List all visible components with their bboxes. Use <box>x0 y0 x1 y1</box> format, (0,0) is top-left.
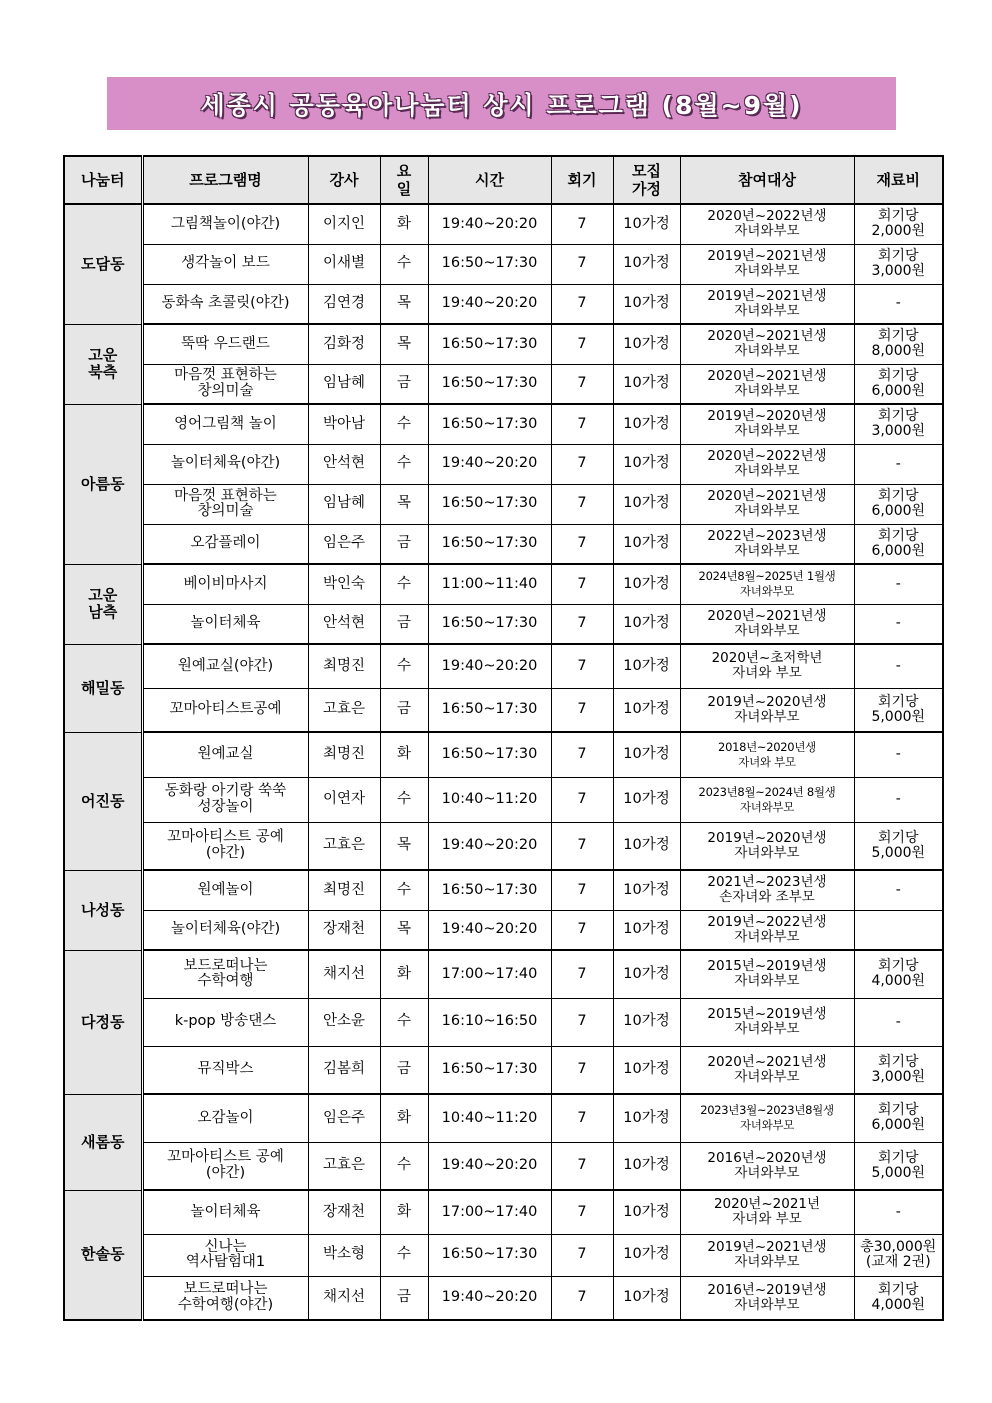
time: 10:40~11:20 <box>428 777 551 822</box>
fee: - <box>854 644 943 688</box>
day: 목 <box>380 910 428 950</box>
table-row <box>64 284 943 324</box>
families: 10가정 <box>613 688 680 732</box>
center-name: 다정동 <box>64 950 142 1094</box>
teacher-name: 안소윤 <box>308 998 380 1046</box>
teacher-name: 안석현 <box>308 604 380 644</box>
day: 수 <box>380 644 428 688</box>
time: 17:00~17:40 <box>428 1190 551 1234</box>
time: 19:40~20:20 <box>428 1276 551 1320</box>
center-name: 아름동 <box>64 404 142 564</box>
families: 10가정 <box>613 1234 680 1276</box>
day: 수 <box>380 777 428 822</box>
families: 10가정 <box>613 644 680 688</box>
header-teacher: 강사 <box>308 156 380 204</box>
table-row <box>64 910 943 950</box>
sessions: 7 <box>551 404 613 444</box>
teacher-name: 임은주 <box>308 524 380 564</box>
day: 목 <box>380 284 428 324</box>
fee: 회기당 4,000원 <box>854 950 943 998</box>
families: 10가정 <box>613 870 680 910</box>
program-name: 오감플레이 <box>142 524 308 564</box>
program-name: 동화랑 아기랑 쑥쑥 성장놀이 <box>142 777 308 822</box>
time: 19:40~20:20 <box>428 284 551 324</box>
target: 2020년~초저학년 자녀와 부모 <box>680 644 854 688</box>
time: 19:40~20:20 <box>428 910 551 950</box>
fee: 회기당 3,000원 <box>854 244 943 284</box>
time: 11:00~11:40 <box>428 564 551 604</box>
time: 17:00~17:40 <box>428 950 551 998</box>
target: 2016년~2019년생 자녀와부모 <box>680 1276 854 1320</box>
sessions: 7 <box>551 998 613 1046</box>
sessions: 7 <box>551 604 613 644</box>
sessions: 7 <box>551 244 613 284</box>
sessions: 7 <box>551 644 613 688</box>
day: 화 <box>380 204 428 244</box>
sessions: 7 <box>551 1234 613 1276</box>
program-name: 원예교실(야간) <box>142 644 308 688</box>
families: 10가정 <box>613 1276 680 1320</box>
target: 2019년~2020년생 자녀와부모 <box>680 688 854 732</box>
fee: 회기당 8,000원 <box>854 324 943 364</box>
fee: - <box>854 870 943 910</box>
teacher-name: 김화정 <box>308 324 380 364</box>
teacher-name: 김봄희 <box>308 1046 380 1094</box>
fee: 회기당 6,000원 <box>854 1094 943 1142</box>
target: 2023년3월~2023년8월생 자녀와부모 <box>680 1094 854 1142</box>
sessions: 7 <box>551 1276 613 1320</box>
fee: - <box>854 564 943 604</box>
sessions: 7 <box>551 284 613 324</box>
target: 2020년~2021년생 자녀와부모 <box>680 364 854 404</box>
target: 2020년~2021년생 자녀와부모 <box>680 484 854 524</box>
families: 10가정 <box>613 777 680 822</box>
program-name: 신나는 역사탐험대1 <box>142 1234 308 1276</box>
families: 10가정 <box>613 204 680 244</box>
target: 2019년~2021년생 자녀와부모 <box>680 1234 854 1276</box>
day: 수 <box>380 998 428 1046</box>
program-name: 놀이터체육(야간) <box>142 444 308 484</box>
families: 10가정 <box>613 444 680 484</box>
table-header-row <box>64 156 943 204</box>
table-row <box>64 1142 943 1190</box>
teacher-name: 최명진 <box>308 870 380 910</box>
families: 10가정 <box>613 910 680 950</box>
time: 16:10~16:50 <box>428 998 551 1046</box>
time: 16:50~17:30 <box>428 364 551 404</box>
day: 목 <box>380 822 428 870</box>
table-row <box>64 324 943 364</box>
day: 금 <box>380 364 428 404</box>
teacher-name: 안석현 <box>308 444 380 484</box>
sessions: 7 <box>551 204 613 244</box>
center-name: 고운 남측 <box>64 564 142 644</box>
fee: 회기당 3,000원 <box>854 404 943 444</box>
teacher-name: 고효은 <box>308 1142 380 1190</box>
table-row <box>64 524 943 564</box>
table-row <box>64 604 943 644</box>
sessions: 7 <box>551 777 613 822</box>
day: 화 <box>380 950 428 998</box>
program-name: 놀이터체육(야간) <box>142 910 308 950</box>
teacher-name: 임남혜 <box>308 364 380 404</box>
table-row <box>64 732 943 777</box>
families: 10가정 <box>613 324 680 364</box>
program-name: 원예교실 <box>142 732 308 777</box>
sessions: 7 <box>551 524 613 564</box>
target: 2020년~2022년생 자녀와부모 <box>680 204 854 244</box>
fee: 회기당 4,000원 <box>854 1276 943 1320</box>
day: 수 <box>380 404 428 444</box>
families: 10가정 <box>613 404 680 444</box>
program-name: 마음껏 표현하는 창의미술 <box>142 364 308 404</box>
center-name: 어진동 <box>64 732 142 870</box>
time: 10:40~11:20 <box>428 1094 551 1142</box>
table-row <box>64 822 943 870</box>
time: 16:50~17:30 <box>428 604 551 644</box>
fee: 회기당 2,000원 <box>854 204 943 244</box>
table-row <box>64 870 943 910</box>
fee: - <box>854 444 943 484</box>
target: 2020년~2021년 자녀와 부모 <box>680 1190 854 1234</box>
fee: 회기당 6,000원 <box>854 524 943 564</box>
program-name: 원예놀이 <box>142 870 308 910</box>
center-name: 도담동 <box>64 204 142 324</box>
table-body <box>64 204 943 1320</box>
sessions: 7 <box>551 870 613 910</box>
center-name: 새롬동 <box>64 1094 142 1190</box>
target: 2020년~2021년생 자녀와부모 <box>680 1046 854 1094</box>
families: 10가정 <box>613 284 680 324</box>
fee: - <box>854 732 943 777</box>
program-name: 꼬마아티스트 공예 (야간) <box>142 822 308 870</box>
teacher-name: 채지선 <box>308 1276 380 1320</box>
time: 19:40~20:20 <box>428 644 551 688</box>
time: 19:40~20:20 <box>428 822 551 870</box>
program-name: 보드로떠나는 수학여행(야간) <box>142 1276 308 1320</box>
fee <box>854 910 943 950</box>
teacher-name: 고효은 <box>308 822 380 870</box>
families: 10가정 <box>613 484 680 524</box>
fee: 회기당 5,000원 <box>854 1142 943 1190</box>
families: 10가정 <box>613 604 680 644</box>
time: 16:50~17:30 <box>428 688 551 732</box>
table-row <box>64 777 943 822</box>
day: 금 <box>380 604 428 644</box>
teacher-name: 임은주 <box>308 1094 380 1142</box>
sessions: 7 <box>551 732 613 777</box>
day: 화 <box>380 732 428 777</box>
sessions: 7 <box>551 1142 613 1190</box>
header-sessions: 회기 <box>551 156 613 204</box>
table-row <box>64 244 943 284</box>
time: 16:50~17:30 <box>428 484 551 524</box>
page-title: 세종시 공동육아나눔터 상시 프로그램 (8월~9월) <box>200 90 803 120</box>
day: 금 <box>380 688 428 732</box>
fee: - <box>854 1190 943 1234</box>
program-name: 보드로떠나는 수학여행 <box>142 950 308 998</box>
target: 2022년~2023년생 자녀와부모 <box>680 524 854 564</box>
sessions: 7 <box>551 1190 613 1234</box>
program-name: 오감놀이 <box>142 1094 308 1142</box>
program-name: 생각놀이 보드 <box>142 244 308 284</box>
fee: - <box>854 777 943 822</box>
time: 19:40~20:20 <box>428 204 551 244</box>
program-name: 놀이터체육 <box>142 604 308 644</box>
program-name: 꼬마아티스트공예 <box>142 688 308 732</box>
table-row <box>64 688 943 732</box>
day: 화 <box>380 1190 428 1234</box>
families: 10가정 <box>613 1046 680 1094</box>
program-name: 마음껏 표현하는 창의미술 <box>142 484 308 524</box>
teacher-name: 이지인 <box>308 204 380 244</box>
sessions: 7 <box>551 324 613 364</box>
families: 10가정 <box>613 950 680 998</box>
table-row <box>64 564 943 604</box>
teacher-name: 최명진 <box>308 644 380 688</box>
target: 2020년~2021년생 자녀와부모 <box>680 604 854 644</box>
sessions: 7 <box>551 564 613 604</box>
table-row <box>64 404 943 444</box>
time: 19:40~20:20 <box>428 444 551 484</box>
table-row <box>64 484 943 524</box>
header-program: 프로그램명 <box>142 156 308 204</box>
families: 10가정 <box>613 244 680 284</box>
program-name: 뚝딱 우드랜드 <box>142 324 308 364</box>
sessions: 7 <box>551 1094 613 1142</box>
teacher-name: 최명진 <box>308 732 380 777</box>
table-row <box>64 204 943 244</box>
families: 10가정 <box>613 998 680 1046</box>
fee: 회기당 5,000원 <box>854 822 943 870</box>
sessions: 7 <box>551 444 613 484</box>
day: 수 <box>380 1234 428 1276</box>
time: 16:50~17:30 <box>428 524 551 564</box>
target: 2019년~2021년생 자녀와부모 <box>680 244 854 284</box>
teacher-name: 박소형 <box>308 1234 380 1276</box>
day: 금 <box>380 1276 428 1320</box>
table-row <box>64 950 943 998</box>
program-table <box>63 155 944 1321</box>
time: 16:50~17:30 <box>428 732 551 777</box>
sessions: 7 <box>551 484 613 524</box>
sessions: 7 <box>551 910 613 950</box>
teacher-name: 이새별 <box>308 244 380 284</box>
families: 10가정 <box>613 364 680 404</box>
program-name: 그림책놀이(야간) <box>142 204 308 244</box>
day: 수 <box>380 564 428 604</box>
time: 16:50~17:30 <box>428 1046 551 1094</box>
time: 16:50~17:30 <box>428 870 551 910</box>
time: 16:50~17:30 <box>428 324 551 364</box>
teacher-name: 장재천 <box>308 1190 380 1234</box>
center-name: 해밀동 <box>64 644 142 732</box>
time: 16:50~17:30 <box>428 244 551 284</box>
fee: - <box>854 998 943 1046</box>
target: 2019년~2022년생 자녀와부모 <box>680 910 854 950</box>
families: 10가정 <box>613 822 680 870</box>
target: 2020년~2022년생 자녀와부모 <box>680 444 854 484</box>
table-row <box>64 644 943 688</box>
program-name: 영어그림책 놀이 <box>142 404 308 444</box>
fee: 회기당 5,000원 <box>854 688 943 732</box>
table-row <box>64 444 943 484</box>
teacher-name: 박인숙 <box>308 564 380 604</box>
table-row <box>64 1234 943 1276</box>
day: 수 <box>380 1142 428 1190</box>
program-name: 놀이터체육 <box>142 1190 308 1234</box>
time: 16:50~17:30 <box>428 404 551 444</box>
target: 2019년~2021년생 자녀와부모 <box>680 284 854 324</box>
program-name: 뮤직박스 <box>142 1046 308 1094</box>
table-row <box>64 1046 943 1094</box>
teacher-name: 채지선 <box>308 950 380 998</box>
target: 2021년~2023년생 손자녀와 조부모 <box>680 870 854 910</box>
table-row <box>64 1094 943 1142</box>
families: 10가정 <box>613 1094 680 1142</box>
program-name: k-pop 방송댄스 <box>142 998 308 1046</box>
header-families: 모집 가정 <box>613 156 680 204</box>
target: 2016년~2020년생 자녀와부모 <box>680 1142 854 1190</box>
day: 수 <box>380 444 428 484</box>
fee: 회기당 3,000원 <box>854 1046 943 1094</box>
table-row <box>64 364 943 404</box>
day: 금 <box>380 524 428 564</box>
target: 2018년~2020년생 자녀와 부모 <box>680 732 854 777</box>
target: 2024년8월~2025년 1월생 자녀와부모 <box>680 564 854 604</box>
sessions: 7 <box>551 688 613 732</box>
teacher-name: 고효은 <box>308 688 380 732</box>
program-name: 베이비마사지 <box>142 564 308 604</box>
table-row <box>64 998 943 1046</box>
day: 금 <box>380 1046 428 1094</box>
header-target: 참여대상 <box>680 156 854 204</box>
teacher-name: 장재천 <box>308 910 380 950</box>
header-fee: 재료비 <box>854 156 943 204</box>
fee: 총30,000원 (교재 2권) <box>854 1234 943 1276</box>
teacher-name: 김연경 <box>308 284 380 324</box>
fee: 회기당 6,000원 <box>854 364 943 404</box>
center-name: 나성동 <box>64 870 142 950</box>
table-row <box>64 1190 943 1234</box>
target: 2023년8월~2024년 8월생 자녀와부모 <box>680 777 854 822</box>
table-row <box>64 1276 943 1320</box>
program-name: 동화속 초콜릿(야간) <box>142 284 308 324</box>
program-name: 꼬마아티스트 공예 (야간) <box>142 1142 308 1190</box>
fee: 회기당 6,000원 <box>854 484 943 524</box>
sessions: 7 <box>551 364 613 404</box>
families: 10가정 <box>613 1190 680 1234</box>
day: 목 <box>380 484 428 524</box>
day: 화 <box>380 1094 428 1142</box>
fee: - <box>854 284 943 324</box>
target: 2015년~2019년생 자녀와부모 <box>680 998 854 1046</box>
center-name: 한솔동 <box>64 1190 142 1320</box>
center-name: 고운 북측 <box>64 324 142 404</box>
time: 19:40~20:20 <box>428 1142 551 1190</box>
day: 수 <box>380 870 428 910</box>
header-day: 요 일 <box>380 156 428 204</box>
sessions: 7 <box>551 822 613 870</box>
sessions: 7 <box>551 950 613 998</box>
families: 10가정 <box>613 1142 680 1190</box>
target: 2019년~2020년생 자녀와부모 <box>680 404 854 444</box>
header-center: 나눔터 <box>64 156 142 204</box>
families: 10가정 <box>613 732 680 777</box>
fee: - <box>854 604 943 644</box>
target: 2015년~2019년생 자녀와부모 <box>680 950 854 998</box>
families: 10가정 <box>613 564 680 604</box>
teacher-name: 박아남 <box>308 404 380 444</box>
teacher-name: 이연자 <box>308 777 380 822</box>
time: 16:50~17:30 <box>428 1234 551 1276</box>
page-title-banner <box>107 77 896 130</box>
target: 2020년~2021년생 자녀와부모 <box>680 324 854 364</box>
target: 2019년~2020년생 자녀와부모 <box>680 822 854 870</box>
day: 수 <box>380 244 428 284</box>
header-time: 시간 <box>428 156 551 204</box>
day: 목 <box>380 324 428 364</box>
families: 10가정 <box>613 524 680 564</box>
teacher-name: 임남혜 <box>308 484 380 524</box>
sessions: 7 <box>551 1046 613 1094</box>
